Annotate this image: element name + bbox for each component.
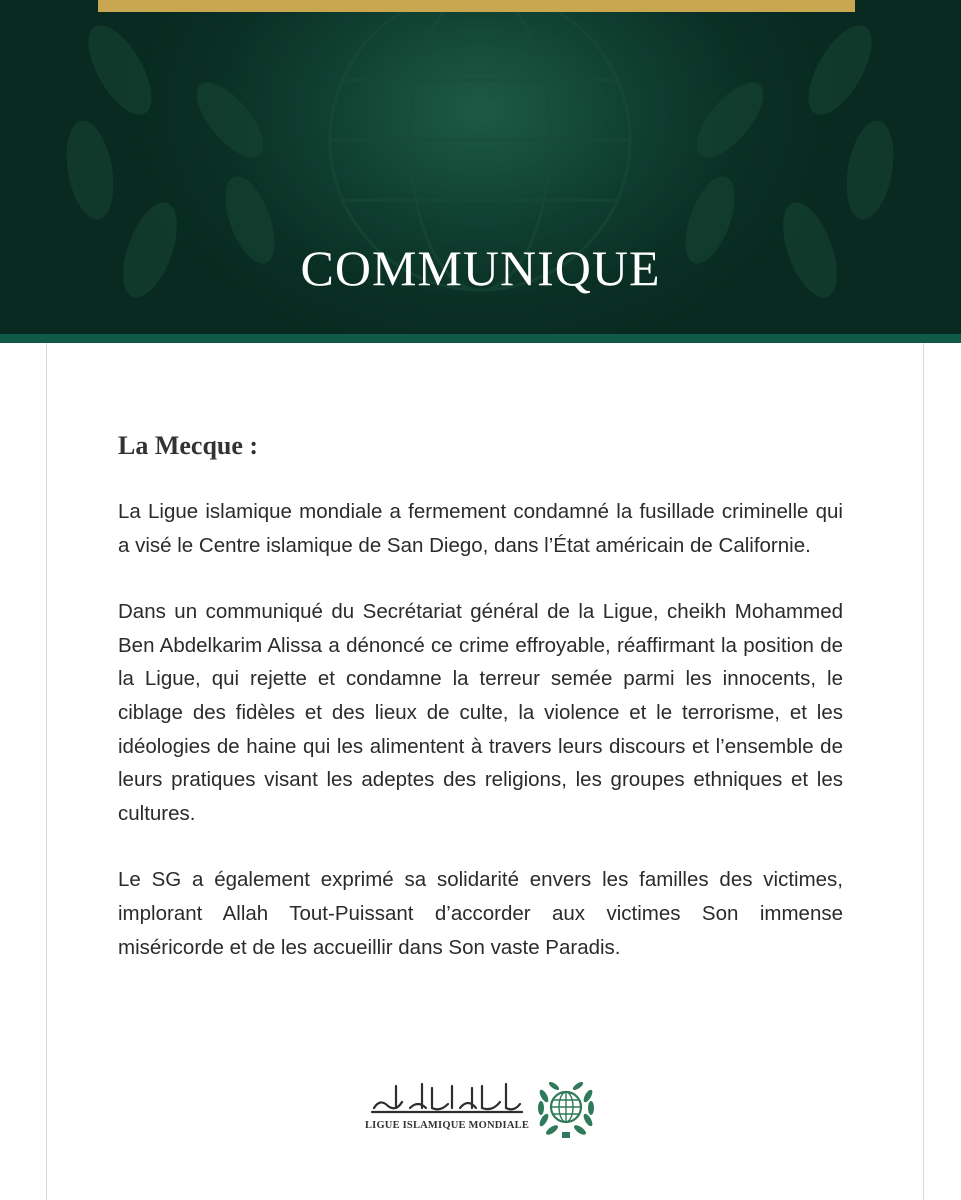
paragraph-1: La Ligue islamique mondiale a fermement condamné la fusillade criminelle qui a visé le Centre islamique de San Diego, dans l’État américain de Californie. (118, 500, 843, 557)
gold-top-bar (98, 0, 855, 12)
page-title: COMMUNIQUE (300, 240, 661, 296)
dateline-place: La Mecque : (118, 431, 259, 460)
globe-laurel-emblem-icon (536, 1076, 596, 1140)
logo-name: LIGUE ISLAMIQUE MONDIALE (364, 1120, 530, 1131)
paragraph-3: Le SG a également exprimé sa solidarité envers les familles des victimes, implorant Allah Tout-Puissant d’accorder aux victimes Son immense miséricorde et de les accueillir dans Son vaste Paradis. (118, 868, 843, 959)
header-stripe (0, 334, 961, 343)
frame-left-border (46, 343, 47, 1200)
frame-right-border (923, 343, 924, 1200)
arabic-calligraphy-logotype (366, 1078, 526, 1116)
paragraph-2: Dans un communiqué du Secrétariat général de la Ligue, cheikh Mohammed Ben Abdelkarim Alissa a dénoncé ce crime effroyable, réaffirmant la position de la Ligue, qui rejette et condamne la terreur semée parmi les innocents, le ciblage des fidèles et des lieux de culte, la violence et le terrorisme, et les idéologies de haine qui les alimentent à travers leurs discours et l’ensemble de leurs pratiques visant les adeptes des religions, les groupes ethniques et les cultures. (118, 600, 843, 825)
organization-logo (362, 1076, 602, 1142)
communique-body (118, 428, 843, 997)
header-banner (0, 0, 961, 334)
